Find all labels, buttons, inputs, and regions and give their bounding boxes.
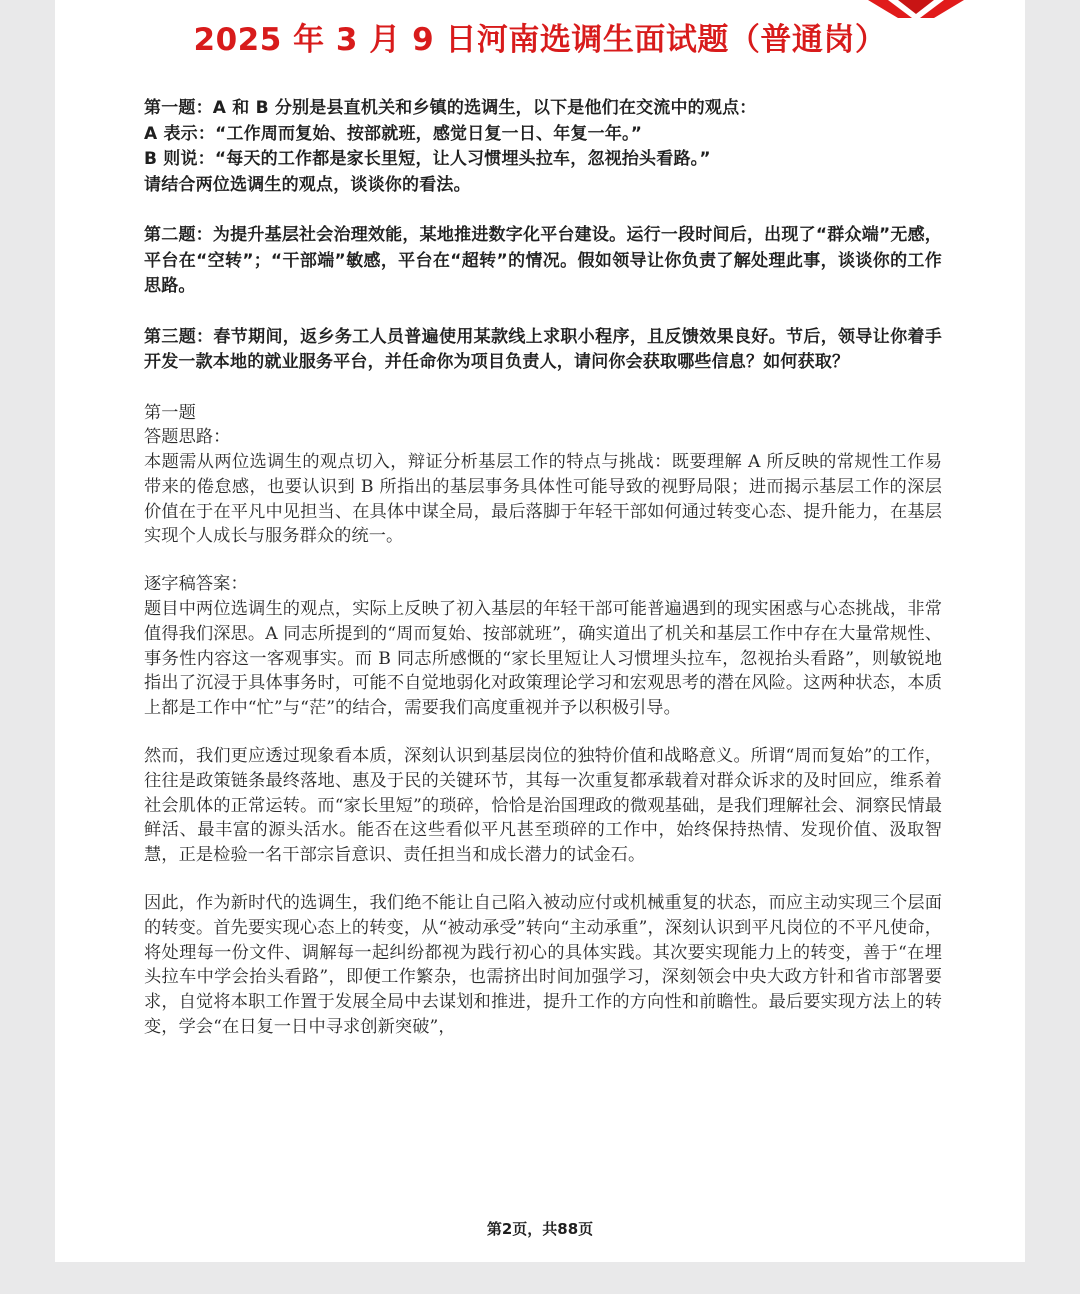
answer-paragraph-1: 题目中两位选调生的观点，实际上反映了初入基层的年轻干部可能普遍遇到的现实困惑与心态挑战，非常值得我们深思。A 同志所提到的“周而复始、按部就班”，确实道出了机关和基层工作中存在大量常规性、事务性内容这一客观事实。而 B 同志所感慨的“家长里短让人习惯埋头拉车，忽视抬头看路”，则敏锐地指出了沉浸于具体事务时，可能不自觉地弱化对政策理论学习和宏观思考的潜在风险。这两种状态，本质上都是工作中“忙”与“茫”的结合，需要我们高度重视并予以积极引导。 [144, 599, 942, 719]
verbatim-label: 逐字稿答案： [144, 574, 248, 595]
question-1-line-4: 请结合两位选调生的观点，谈谈你的看法。 [144, 174, 471, 195]
answer-heading: 第一题 [144, 402, 196, 423]
approach-text: 本题需从两位选调生的观点切入，辩证分析基层工作的特点与挑战：既要理解 A 所反映的常规性工作易带来的倦怠感，也要认识到 B 所指出的基层事务具体性可能导致的视野局限；进而揭示基层工作的深层价值在于在平凡中见担当、在具体中谋全局，最后落脚于年轻干部如何通过转变心态、提升能力，在基层实现个人成长与服务群众的统一。 [144, 452, 942, 547]
document-body [144, 96, 942, 1040]
question-1-line-2: A 表示：“工作周而复始、按部就班，感觉日复一日、年复一年。” [144, 123, 643, 144]
page-indicator: 第2页，共88页 [486, 1220, 594, 1238]
answer-paragraph-2: 然而，我们更应透过现象看本质，深刻认识到基层岗位的独特价值和战略意义。所谓“周而复始”的工作，往往是政策链条最终落地、惠及于民的关键环节，其每一次重复都承载着对群众诉求的及时回应，维系着社会肌体的正常运转。而“家长里短”的琐碎，恰恰是治国理政的微观基础，是我们理解社会、洞察民情最鲜活、最丰富的源头活水。能否在这些看似平凡甚至琐碎的工作中，始终保持热情、发现价值、汲取智慧，正是检验一名干部宗旨意识、责任担当和成长潜力的试金石。 [144, 746, 942, 866]
document-title: 2025 年 3 月 9 日河南选调生面试题（普通岗） [193, 22, 887, 58]
question-1-line-3: B 则说：“每天的工作都是家长里短，让人习惯埋头拉车，忽视抬头看路。” [144, 149, 711, 169]
question-3: 第三题：春节期间，返乡务工人员普遍使用某款线上求职小程序，且反馈效果良好。节后，领导让你着手开发一款本地的就业服务平台，并任命你为项目负责人，请问你会获取哪些信息？如何获取？ [144, 326, 942, 372]
answer-paragraph-3: 因此，作为新时代的选调生，我们绝不能让自己陷入被动应付或机械重复的状态，而应主动实现三个层面的转变。首先要实现心态上的转变，从“被动承受”转向“主动承重”，深刻认识到平凡岗位的不平凡使命，将处理每一份文件、调解每一起纠纷都视为践行初心的具体实践。其次要实现能力上的转变，善于“在埋头拉车中学会抬头看路”，即便工作繁杂，也需挤出时间加强学习，深刻领会中央大政方针和省市部署要求，自觉将本职工作置于发展全局中去谋划和推进，提升工作的方向性和前瞻性。最后要实现方法上的转变，学会“在日复一日中寻求创新突破”， [144, 893, 942, 1038]
question-2: 第二题：为提升基层社会治理效能，某地推进数字化平台建设。运行一段时间后，出现了“群众端”无感，平台在“空转”；“干部端”敏感，平台在“超转”的情况。假如领导让你负责了解处理此事，谈谈你的工作思路。 [144, 225, 942, 296]
approach-label: 答题思路： [144, 427, 231, 448]
question-1-line-1: 第一题：A 和 B 分别是县直机关和乡镇的选调生，以下是他们在交流中的观点： [144, 98, 757, 118]
